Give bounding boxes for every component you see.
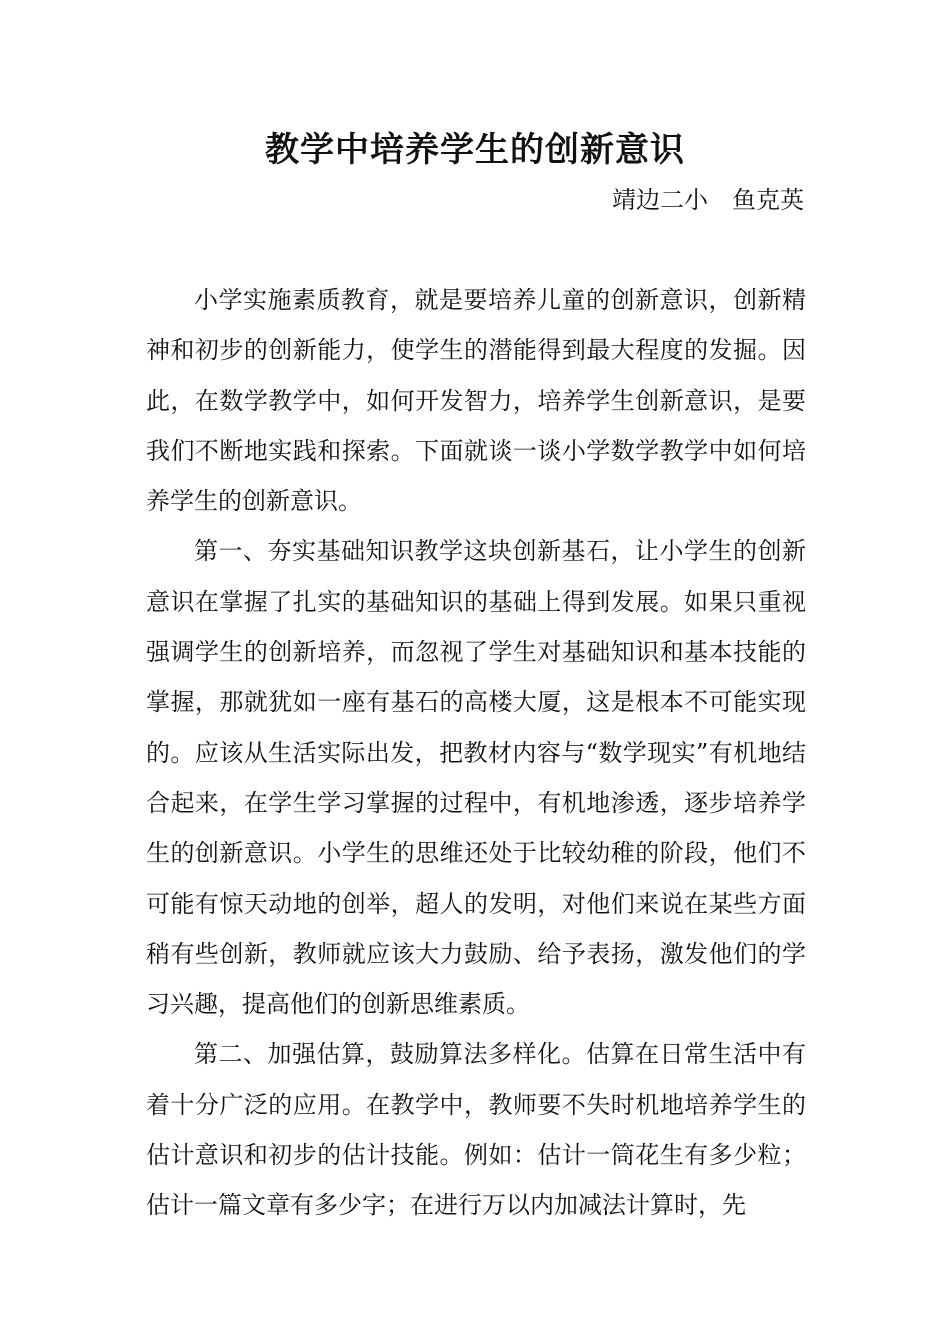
- author-byline: 靖边二小 鱼克英: [612, 186, 804, 214]
- paragraph-first-point: 第一、夯实基础知识教学这块创新基石，让小学生的创新意识在掌握了扎实的基础知识的基础上得到发展。如果只重视强调学生的创新培养，而忽视了学生对基础知识和基本技能的掌握，那就犹如一座有基石的高楼大厦，这是根本不可能实现的。应该从生活实际出发，把教材内容与“数学现实”有机地结合起来，在学生学习掌握的过程中，有机地渗透，逐步培养学生的创新意识。小学生的思维还处于比较幼稚的阶段，他们不可能有惊天动地的创举，超人的发明，对他们来说在某些方面稍有些创新，教师就应该大力鼓励、给予表扬，激发他们的学习兴趣，提高他们的创新思维素质。: [146, 537, 806, 1019]
- paragraph-second-point: 第二、加强估算，鼓励算法多样化。估算在日常生活中有着十分广泛的应用。在教学中，教师要不失时机地培养学生的估计意识和初步的估计技能。例如：估计一筒花生有多少粒；估计一篇文章有多少字；在进行万以内加减法计算时，先: [146, 1040, 806, 1220]
- document-body: [146, 275, 806, 1231]
- document-title: 教学中培养学生的创新意识: [265, 130, 685, 170]
- paragraph-intro: 小学实施素质教育，就是要培养儿童的创新意识，创新精神和初步的创新能力，使学生的潜能得到最大程度的发掘。因此，在数学教学中，如何开发智力，培养学生创新意识，是要我们不断地实践和探索。下面就谈一谈小学数学教学中如何培养学生的创新意识。: [146, 286, 806, 516]
